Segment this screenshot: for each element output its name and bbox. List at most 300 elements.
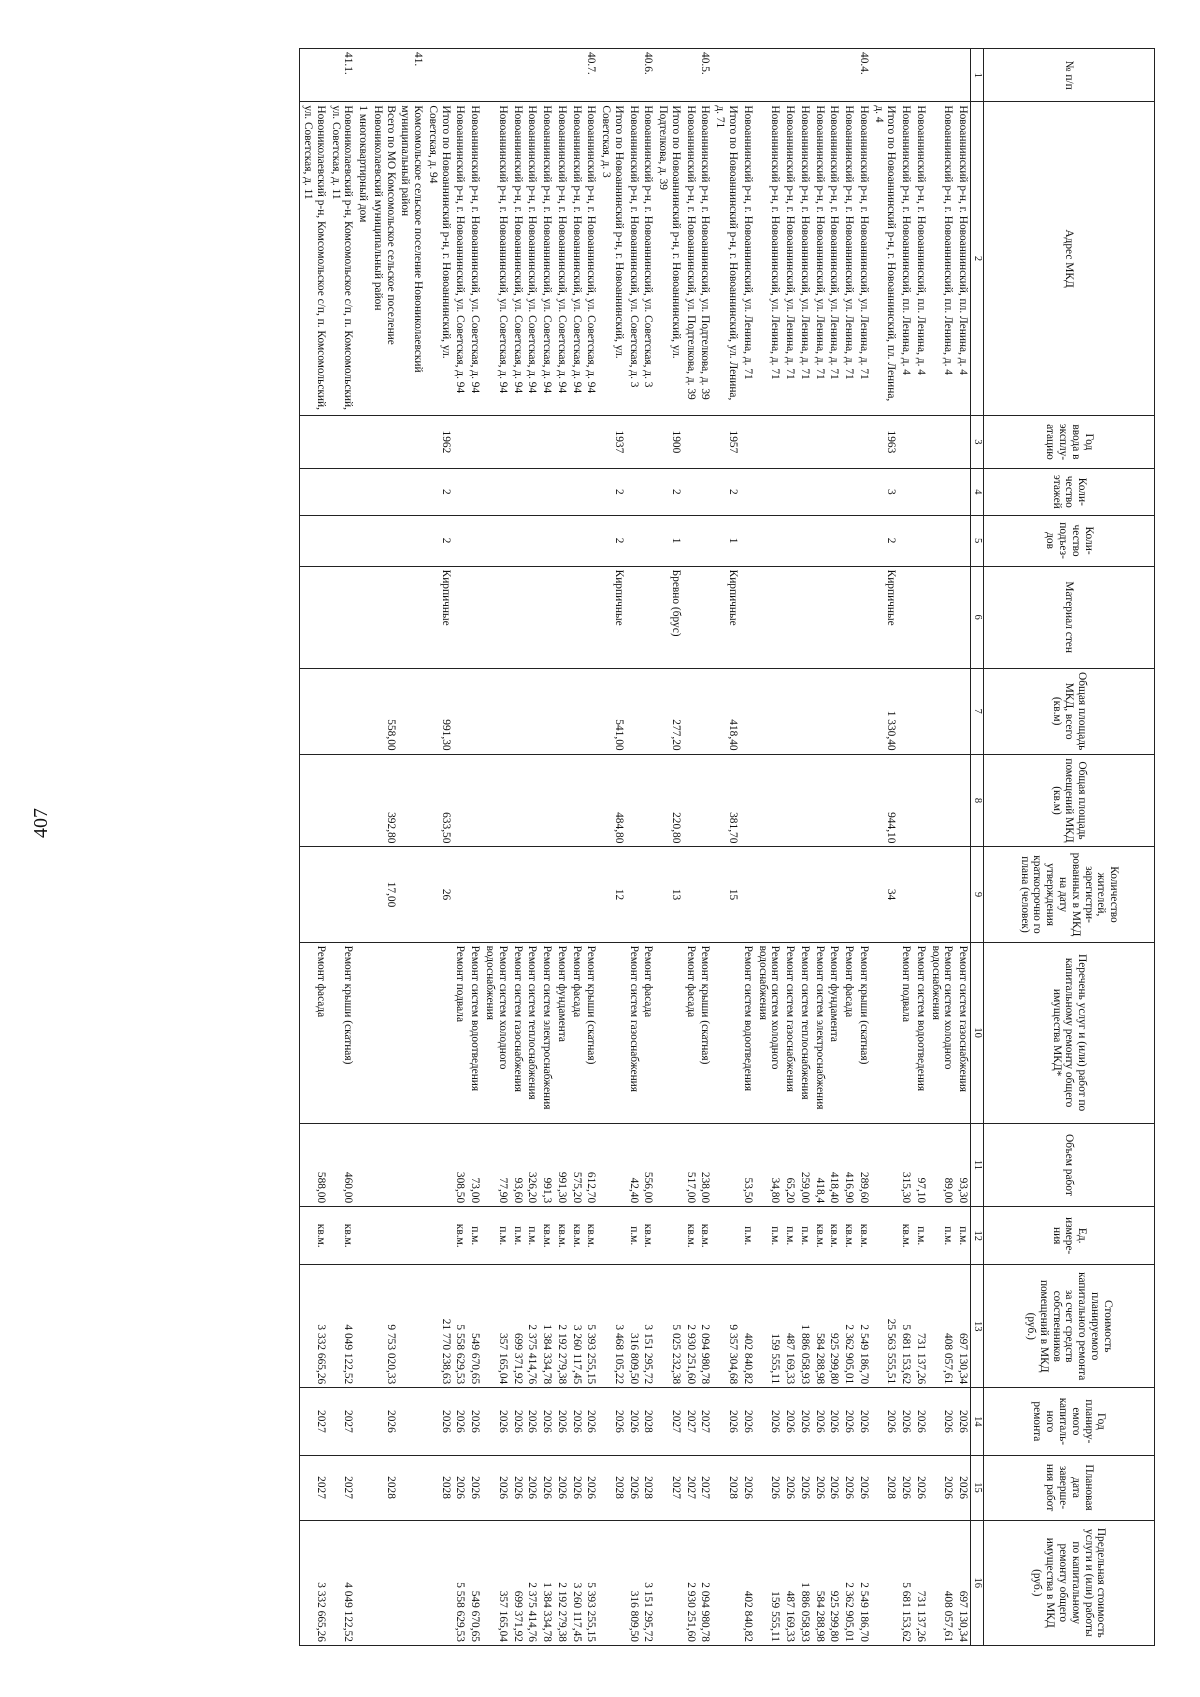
column-header: Год планиру-емого капиталь-ного ремонта — [984, 1388, 1155, 1455]
table-cell — [482, 754, 510, 847]
table-cell: 2026 — [584, 1388, 599, 1455]
table-cell: 2027 — [698, 1388, 713, 1455]
table-cell — [782, 49, 797, 102]
table-cell — [898, 515, 913, 566]
table-cell — [641, 668, 656, 754]
table-cell — [698, 668, 713, 754]
column-number: 11 — [971, 1123, 984, 1207]
table-cell — [626, 469, 641, 515]
table-cell: 2 — [655, 469, 683, 515]
table-cell: Ремонт фасада — [683, 942, 698, 1123]
table-cell: 402 840,82 — [740, 1265, 755, 1388]
table-cell: 5 393 255,15 — [584, 1265, 599, 1388]
table-cell: Ремонт крыши (скатная) — [328, 942, 356, 1123]
table-cell: Ремонт систем газоснабжения — [510, 942, 525, 1123]
table-cell: кв.м. — [453, 1207, 468, 1265]
table-cell: 357 165,04 — [482, 1265, 510, 1388]
table-cell: 326,20 — [525, 1123, 540, 1207]
column-header: Плановая дата заверше-ния работ — [984, 1455, 1155, 1520]
table-row — [827, 49, 842, 1646]
column-number: 5 — [971, 515, 984, 566]
column-number: 12 — [971, 1207, 984, 1265]
table-cell: Новоаннинский р-н, г. Новоаннинский, ул. Советская, д. 94 — [569, 102, 584, 415]
table-row — [355, 49, 370, 1646]
table-cell: 2027 — [655, 1388, 683, 1455]
table-cell — [453, 668, 468, 754]
table-cell: кв.м. — [812, 1207, 827, 1265]
table-cell: 2026 — [928, 1455, 956, 1520]
table-cell — [797, 469, 812, 515]
table-cell: 2026 — [955, 1455, 970, 1520]
table-cell: Ремонт фундамента — [827, 942, 842, 1123]
table-cell — [355, 942, 370, 1123]
table-cell — [398, 1455, 426, 1520]
table-row — [782, 49, 797, 1646]
table-cell — [626, 847, 641, 942]
table-cell: 558,00 — [370, 668, 398, 754]
table-cell: Новоаннинский р-н, г. Новоаннинский, ул. Подтелкова, д. 39 — [683, 102, 698, 415]
table-cell: 2028 — [871, 1455, 899, 1520]
column-number: 15 — [971, 1455, 984, 1520]
table-cell — [797, 754, 812, 847]
capital-repair-table — [299, 48, 1155, 1646]
table-cell: 21 770 238,63 — [425, 1265, 453, 1388]
table-row — [539, 49, 554, 1646]
table-cell: Ремонт подвала — [453, 942, 468, 1123]
table-cell: 2027 — [698, 1455, 713, 1520]
table-body — [300, 49, 971, 1646]
table-cell — [898, 754, 913, 847]
table-cell — [755, 415, 783, 468]
table-cell: 697 130,34 — [955, 1520, 970, 1645]
table-cell: Новоаннинский р-н, г. Новоаннинский, ул. Советская, д. 3 — [626, 102, 641, 415]
table-cell: 315,30 — [898, 1123, 913, 1207]
table-cell: 2 — [598, 515, 626, 566]
table-cell: 2028 — [641, 1388, 656, 1455]
table-cell: п.м. — [955, 1207, 970, 1265]
table-cell: кв.м. — [898, 1207, 913, 1265]
table-cell — [841, 847, 856, 942]
table-row — [871, 49, 899, 1646]
table-cell — [641, 847, 656, 942]
table-cell — [525, 469, 540, 515]
table-cell — [856, 515, 871, 566]
table-cell — [398, 847, 426, 942]
table-cell: 2027 — [683, 1388, 698, 1455]
table-row — [453, 49, 468, 1646]
table-cell: 2026 — [797, 1388, 812, 1455]
table-cell — [539, 754, 554, 847]
table-cell — [425, 1123, 453, 1207]
table-cell: Ремонт систем водоотведения — [913, 942, 928, 1123]
table-cell: 944,10 — [871, 754, 899, 847]
table-cell — [782, 668, 797, 754]
table-cell — [328, 754, 356, 847]
column-number: 14 — [971, 1388, 984, 1455]
table-cell — [453, 49, 468, 102]
table-cell — [856, 415, 871, 468]
table-cell — [827, 49, 842, 102]
table-cell — [827, 754, 842, 847]
table-cell: 2 — [425, 515, 453, 566]
table-cell: п.м. — [913, 1207, 928, 1265]
table-cell — [898, 847, 913, 942]
table-cell: 549 670,65 — [467, 1520, 482, 1645]
table-cell: 2026 — [871, 1388, 899, 1455]
table-cell: 5 025 232,38 — [655, 1265, 683, 1388]
table-cell — [355, 1455, 370, 1520]
table-cell — [425, 49, 453, 102]
table-cell — [328, 566, 356, 668]
rotated-page — [43, 48, 1155, 1646]
table-cell: 316 809,50 — [626, 1520, 641, 1645]
table-cell: 549 670,65 — [467, 1265, 482, 1388]
table-cell — [898, 415, 913, 468]
table-cell: Ремонт систем электроснабжения — [812, 942, 827, 1123]
table-cell: 2026 — [841, 1388, 856, 1455]
table-cell — [812, 515, 827, 566]
table-cell: 1 — [712, 515, 740, 566]
table-cell — [898, 668, 913, 754]
table-cell — [398, 515, 426, 566]
table-cell — [841, 566, 856, 668]
table-cell: 584 288,98 — [812, 1265, 827, 1388]
table-cell — [782, 847, 797, 942]
table-cell: 316 809,50 — [626, 1265, 641, 1388]
table-cell — [641, 515, 656, 566]
table-cell — [913, 515, 928, 566]
table-cell — [398, 415, 426, 468]
table-cell — [300, 469, 328, 515]
table-cell: 2 192 279,38 — [554, 1520, 569, 1645]
table-cell: 41.1. — [328, 49, 356, 102]
table-cell: 2026 — [913, 1388, 928, 1455]
table-cell — [928, 668, 956, 754]
table-cell: 2026 — [510, 1455, 525, 1520]
table-cell — [740, 566, 755, 668]
table-cell — [510, 754, 525, 847]
table-row — [525, 49, 540, 1646]
table-cell: 2026 — [525, 1455, 540, 1520]
table-cell: 2026 — [539, 1388, 554, 1455]
table-cell — [453, 566, 468, 668]
table-cell — [398, 942, 426, 1123]
table-cell: Ремонт систем водоотведения — [740, 942, 755, 1123]
table-cell — [355, 566, 370, 668]
table-cell: Ремонт фасада — [569, 942, 584, 1123]
table-cell — [569, 566, 584, 668]
table-cell: 2028 — [598, 1455, 626, 1520]
table-cell: п.м. — [928, 1207, 956, 1265]
table-cell — [598, 1207, 626, 1265]
table-row — [683, 49, 698, 1646]
table-cell — [569, 847, 584, 942]
table-cell — [755, 754, 783, 847]
table-cell — [370, 469, 398, 515]
table-row — [955, 49, 970, 1646]
table-cell: п.м. — [797, 1207, 812, 1265]
table-cell — [871, 1520, 899, 1645]
table-cell: Ремонт систем теплоснабжения — [525, 942, 540, 1123]
table-cell: 699 371,92 — [510, 1265, 525, 1388]
column-number: 10 — [971, 942, 984, 1123]
table-row — [482, 49, 510, 1646]
table-cell — [898, 566, 913, 668]
table-cell — [398, 469, 426, 515]
table-cell: Новоаннинский р-н, г. Новоаннинский, ул. Советская, д. 94 — [525, 102, 540, 415]
table-cell — [698, 847, 713, 942]
table-cell — [584, 566, 599, 668]
table-cell: 633,50 — [425, 754, 453, 847]
table-cell — [453, 515, 468, 566]
table-cell — [928, 515, 956, 566]
table-cell: 220,80 — [655, 754, 683, 847]
table-row — [467, 49, 482, 1646]
table-cell: 289,60 — [856, 1123, 871, 1207]
table-cell — [928, 754, 956, 847]
table-cell — [539, 415, 554, 468]
column-header: Адрес МКД — [984, 102, 1155, 415]
table-cell — [928, 847, 956, 942]
table-cell: 1 330,40 — [871, 668, 899, 754]
table-cell — [626, 415, 641, 468]
table-cell: Новоаннинский р-н, г. Новоаннинский, ул. Ленина, д. 71 — [740, 102, 755, 415]
table-cell: Ремонт фундамента — [554, 942, 569, 1123]
table-cell — [782, 515, 797, 566]
table-cell: 699 371,92 — [510, 1520, 525, 1645]
table-cell — [482, 515, 510, 566]
column-header: Количество жителей, зарегистри-рованных в МКД на дату утверждения краткосрочно го плана (человек) — [984, 847, 1155, 942]
table-cell: 2026 — [510, 1388, 525, 1455]
table-cell — [467, 847, 482, 942]
table-cell — [510, 415, 525, 468]
table-cell: 1 384 334,78 — [539, 1520, 554, 1645]
table-cell — [355, 1207, 370, 1265]
table-cell: 97,10 — [913, 1123, 928, 1207]
table-cell — [355, 415, 370, 468]
table-cell: 5 393 255,15 — [584, 1520, 599, 1645]
table-cell — [539, 469, 554, 515]
table-cell: 2026 — [453, 1388, 468, 1455]
table-cell: Новоаннинский р-н, г. Новоаннинский, ул. Ленина, д. 71 — [782, 102, 797, 415]
table-cell: 2027 — [328, 1388, 356, 1455]
table-cell — [955, 754, 970, 847]
table-cell — [797, 49, 812, 102]
table-cell: Ремонт крыши (скатная) — [856, 942, 871, 1123]
table-cell: 93,30 — [955, 1123, 970, 1207]
table-cell — [539, 847, 554, 942]
table-cell: 2026 — [584, 1455, 599, 1520]
table-cell: 402 840,82 — [740, 1520, 755, 1645]
table-cell — [898, 469, 913, 515]
table-cell: Ремонт систем холодного водоснабжения — [755, 942, 783, 1123]
table-cell — [467, 754, 482, 847]
table-cell: п.м. — [510, 1207, 525, 1265]
table-row — [300, 49, 328, 1646]
table-cell — [812, 668, 827, 754]
column-number: 1 — [971, 49, 984, 102]
table-cell: 2026 — [740, 1388, 755, 1455]
table-cell: Ремонт крыши (скатная) — [698, 942, 713, 1123]
table-cell: 2028 — [370, 1455, 398, 1520]
table-cell — [641, 566, 656, 668]
table-cell — [598, 49, 626, 102]
table-cell — [584, 754, 599, 847]
table-cell — [370, 566, 398, 668]
table-cell: 1937 — [598, 415, 626, 468]
table-cell: 4 049 122,52 — [328, 1265, 356, 1388]
table-cell — [626, 49, 641, 102]
table-cell: 2026 — [467, 1388, 482, 1455]
table-cell — [453, 847, 468, 942]
table-cell — [797, 847, 812, 942]
table-cell — [683, 668, 698, 754]
table-cell: Кирпичные — [425, 566, 453, 668]
table-cell: Итого по Новоаннинский р-н, г. Новоаннинский, ул. Советская, д. 94 — [425, 102, 453, 415]
table-row — [755, 49, 783, 1646]
table-cell — [554, 469, 569, 515]
table-cell: 65,20 — [782, 1123, 797, 1207]
table-cell: 2026 — [856, 1455, 871, 1520]
table-cell — [398, 668, 426, 754]
table-cell — [328, 847, 356, 942]
table-cell: 584 288,98 — [812, 1520, 827, 1645]
table-cell: Новоаннинский р-н, г. Новоаннинский, ул. Ленина, д. 71 — [797, 102, 812, 415]
table-cell: 517,00 — [683, 1123, 698, 1207]
table-cell: Ремонт систем газоснабжения — [955, 942, 970, 1123]
header-row — [984, 49, 1155, 1646]
table-cell — [554, 49, 569, 102]
table-row — [569, 49, 584, 1646]
table-cell: 26 — [425, 847, 453, 942]
table-row — [425, 49, 453, 1646]
table-cell — [300, 566, 328, 668]
table-cell — [841, 469, 856, 515]
table-cell: 2 930 251,60 — [683, 1520, 698, 1645]
table-cell: 41. — [398, 49, 426, 102]
column-header: Предельная стоимость услуги и (или) работы по капитальному ремонту общего имущества в МКД (руб.) — [984, 1520, 1155, 1645]
table-cell — [467, 668, 482, 754]
table-cell: 25 563 555,51 — [871, 1265, 899, 1388]
table-cell — [482, 469, 510, 515]
table-cell — [955, 515, 970, 566]
table-cell — [655, 1123, 683, 1207]
table-cell — [584, 469, 599, 515]
table-cell: 40.7. — [584, 49, 599, 102]
table-cell: Кирпичные — [871, 566, 899, 668]
table-cell — [300, 847, 328, 942]
table-cell: кв.м. — [841, 1207, 856, 1265]
table-cell: Новоаннинский р-н, г. Новоаннинский, ул. Советская, д. 94 — [584, 102, 599, 415]
table-cell — [626, 515, 641, 566]
column-header: Стоимость планируемого капитального ремонта за счет средств собственников помещений в МКД (руб.) — [984, 1265, 1155, 1388]
table-cell: 731 137,26 — [913, 1265, 928, 1388]
table-cell — [641, 754, 656, 847]
table-cell — [626, 566, 641, 668]
table-cell — [827, 469, 842, 515]
table-cell — [913, 415, 928, 468]
table-cell — [683, 566, 698, 668]
table-cell: Новоаннинский р-н, г. Новоаннинский, ул. Советская, д. 3 — [641, 102, 656, 415]
table-cell — [525, 668, 540, 754]
table-cell — [797, 668, 812, 754]
table-cell: 2026 — [827, 1455, 842, 1520]
table-cell: 2 — [871, 515, 899, 566]
table-cell: 2 — [598, 469, 626, 515]
table-cell — [655, 942, 683, 1123]
table-row — [328, 49, 356, 1646]
table-cell — [955, 847, 970, 942]
table-cell — [453, 469, 468, 515]
table-cell — [554, 515, 569, 566]
table-cell: 2027 — [328, 1455, 356, 1520]
table-row — [641, 49, 656, 1646]
column-number: 9 — [971, 847, 984, 942]
table-cell — [584, 515, 599, 566]
table-cell — [782, 415, 797, 468]
table-cell — [539, 515, 554, 566]
table-cell: 1 многоквартирный дом — [355, 102, 370, 415]
table-cell — [328, 415, 356, 468]
table-cell: Новоаннинский р-н, г. Новоаннинский, ул. Ленина, д. 71 — [812, 102, 827, 415]
table-cell — [370, 1207, 398, 1265]
table-cell: 408 057,61 — [928, 1265, 956, 1388]
table-cell: кв.м. — [539, 1207, 554, 1265]
table-cell — [510, 49, 525, 102]
table-cell: 2 362 905,01 — [841, 1265, 856, 1388]
table-cell: Новоаннинский р-н, г. Новоаннинский, ул. Советская, д. 94 — [467, 102, 482, 415]
table-cell — [370, 1123, 398, 1207]
table-cell — [812, 469, 827, 515]
table-row — [510, 49, 525, 1646]
table-cell: Итого по Новоаннинский р-н, г. Новоаннинский, ул. Подтелкова, д. 39 — [655, 102, 683, 415]
column-number: 3 — [971, 415, 984, 468]
table-cell — [655, 49, 683, 102]
table-cell: 2028 — [425, 1455, 453, 1520]
table-cell: 2 094 980,78 — [698, 1265, 713, 1388]
table-cell — [370, 942, 398, 1123]
table-cell: Ремонт крыши (скатная) — [584, 942, 599, 1123]
table-cell — [482, 49, 510, 102]
table-row — [841, 49, 856, 1646]
table-cell — [913, 49, 928, 102]
table-cell: Новоаннинский р-н, г. Новоаннинский, пл. Ленина, д. 4 — [928, 102, 956, 415]
table-cell: 4 049 122,52 — [328, 1520, 356, 1645]
table-cell: п.м. — [626, 1207, 641, 1265]
table-cell: п.м. — [740, 1207, 755, 1265]
table-cell — [554, 754, 569, 847]
table-cell: 17,00 — [370, 847, 398, 942]
table-cell — [584, 415, 599, 468]
table-cell: 3 260 117,45 — [569, 1520, 584, 1645]
table-cell — [841, 515, 856, 566]
table-cell: 2028 — [641, 1455, 656, 1520]
table-cell — [328, 469, 356, 515]
table-cell: Новоаннинский р-н, г. Новоаннинский, ул. Советская, д. 94 — [539, 102, 554, 415]
table-cell: 2 192 279,38 — [554, 1265, 569, 1388]
table-cell — [355, 515, 370, 566]
table-cell — [328, 515, 356, 566]
column-number: 4 — [971, 469, 984, 515]
table-cell: кв.м. — [328, 1207, 356, 1265]
table-cell — [955, 668, 970, 754]
table-cell — [300, 668, 328, 754]
table-cell: 1900 — [655, 415, 683, 468]
table-cell — [955, 49, 970, 102]
table-cell — [598, 1123, 626, 1207]
table-cell: 2026 — [898, 1388, 913, 1455]
table-cell — [482, 566, 510, 668]
